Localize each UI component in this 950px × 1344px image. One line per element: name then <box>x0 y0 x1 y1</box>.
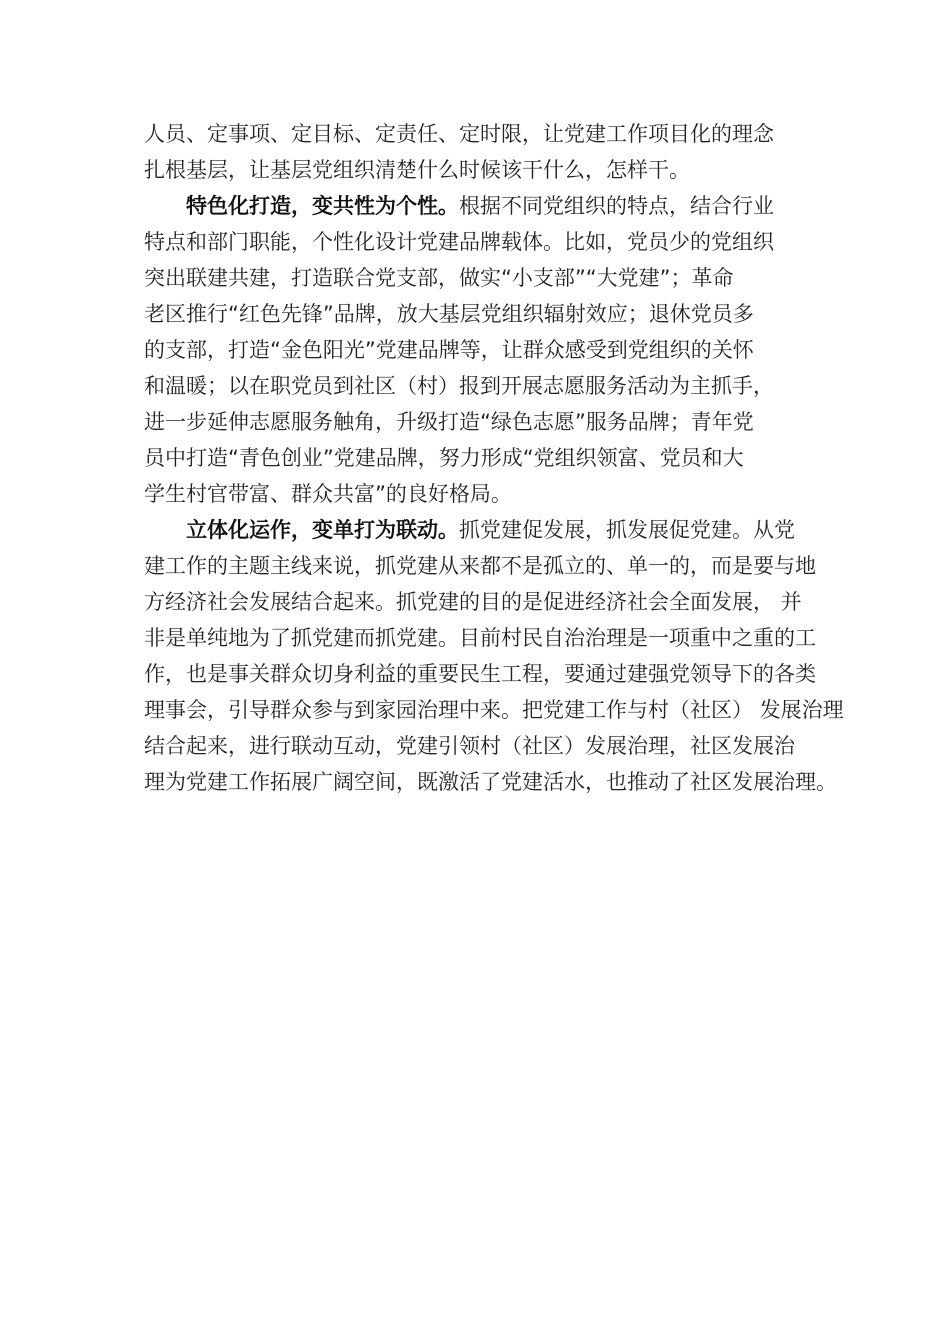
text-line: 和温暖；以在职党员到社区（村）报到开展志愿服务活动为主抓手， <box>144 374 774 398</box>
paragraph-continuation <box>144 116 834 188</box>
document-body <box>144 116 844 800</box>
paragraph-characterized-building <box>144 188 834 512</box>
text-run: 抓党建促发展，抓发展促党建。从党 <box>459 518 795 542</box>
text-line: 特点和部门职能，个性化设计党建品牌载体。比如，党员少的党组织 <box>144 230 774 254</box>
text-line: 方经济社会发展结合起来。抓党建的目的是促进经济社会全面发展， 并 <box>144 590 802 614</box>
text-line-first <box>144 512 834 548</box>
text-line: 非是单纯地为了抓党建而抓党建。目前村民自治治理是一项重中之重的工 <box>144 626 816 650</box>
text-line: 老区推行“红色先锋”品牌，放大基层党组织辐射效应；退休党员多 <box>144 302 754 326</box>
text-run: 根据不同党组织的特点，结合行业 <box>459 194 774 218</box>
paragraph-heading: 特色化打造，变共性为个性。 <box>186 194 459 218</box>
text-line-first <box>144 188 834 224</box>
paragraph-heading: 立体化运作，变单打为联动。 <box>186 518 459 542</box>
text-line: 突出联建共建，打造联合党支部，做实“小支部”“大党建”；革命 <box>144 266 734 290</box>
text-line: 进一步延伸志愿服务触角，升级打造“绿色志愿”服务品牌；青年党 <box>144 410 754 434</box>
text-line: 建工作的主题主线来说，抓党建从来都不是孤立的、单一的，而是要与地 <box>144 554 816 578</box>
text-line: 的支部，打造“金色阳光”党建品牌等，让群众感受到党组织的关怀 <box>144 338 754 362</box>
text-line: 学生村官带富、群众共富”的良好格局。 <box>144 482 512 506</box>
text-line: 作，也是事关群众切身利益的重要民生工程，要通过建强党领导下的各类 <box>144 662 816 686</box>
text-line: 人员、定事项、定目标、定责任、定时限，让党建工作项目化的理念 <box>144 122 774 146</box>
text-line: 结合起来，进行联动互动，党建引领村（社区）发展治理，社区发展治 <box>144 734 795 758</box>
text-line: 理事会，引导群众参与到家园治理中来。把党建工作与村（社区） 发展治理 <box>144 698 844 722</box>
paragraph-three-dimensional-operation <box>144 512 844 800</box>
text-line: 扎根基层，让基层党组织清楚什么时候该干什么，怎样干。 <box>144 158 690 182</box>
text-line: 员中打造“青色创业”党建品牌，努力形成“党组织领富、党员和大 <box>144 446 744 470</box>
text-line: 理为党建工作拓展广阔空间，既激活了党建活水，也推动了社区发展治理。 <box>144 770 837 794</box>
